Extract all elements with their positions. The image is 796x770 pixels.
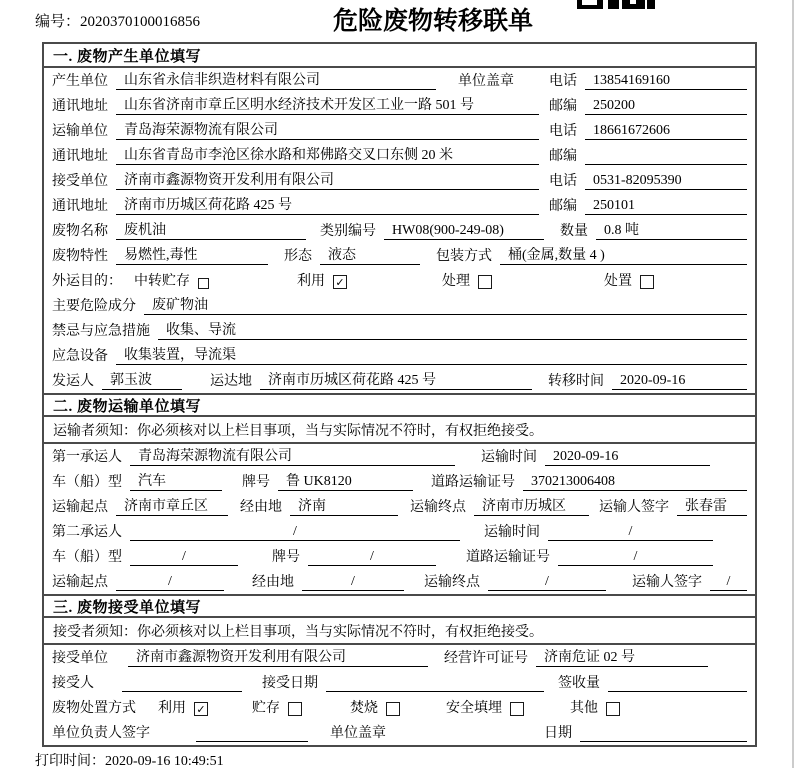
form-state-label: 形态 [284,249,312,264]
route-end-label: 运输终点 [410,500,466,515]
vehicle-type-value: 汽车 [130,473,222,491]
head-signature-label: 单位负责人签字 [52,726,150,741]
row-hazard-component [44,293,755,318]
signed-amount-label: 签收量 [558,676,600,691]
waste-transfer-form [42,42,757,747]
row-head-signature [44,720,755,745]
recipient-label: 接受人 [52,676,94,691]
row-route-2 [44,569,755,594]
serial-value: 2020370100016856 [80,14,201,30]
signed-amount-value [608,675,747,692]
plate-number-2-label: 牌号 [272,550,300,565]
checkbox-disposal-incinerate-icon [386,702,400,716]
option-treat-label: 处理 [442,274,470,289]
road-permit-label: 道路运输证号 [431,475,515,490]
carrier-sign-2-value: / [710,573,747,591]
second-carrier-label: 第二承运人 [52,525,122,540]
option-utilize [297,270,347,290]
row-transport-unit [44,118,755,143]
option-disposal-utilize [158,697,208,717]
form-state-value: 液态 [320,247,420,265]
transfer-time-label: 转移时间 [548,374,604,389]
transport-address-label: 通讯地址 [52,149,108,164]
row-route-1 [44,494,755,519]
checkbox-disposal-other-icon [606,702,620,716]
route-via-2-value: / [302,573,404,591]
seal-date-value [580,725,747,742]
taboo-measures-label: 禁忌与应急措施 [52,324,150,339]
road-permit-2-value: / [558,548,713,566]
checkbox-dispose-icon [640,275,654,289]
producer-zip-label: 邮编 [549,99,577,114]
vehicle-type-2-value: / [130,548,238,566]
option-disposal-other [570,697,620,717]
receiver-zip-value: 250101 [585,197,747,215]
checkbox-disposal-utilize-icon: ✓ [194,702,208,716]
receiver-notice: 接受者须知：你必须核对以上栏目事项，当与实际情况不符时，有权拒绝接受。 [44,618,755,645]
hazard-component-value: 废矿物油 [144,297,747,315]
row-waste-character [44,243,755,268]
option-disposal-incinerate-label: 焚烧 [350,701,378,716]
option-disposal-incinerate [350,697,400,717]
row-receiver-unit [44,168,755,193]
route-end-2-label: 运输终点 [424,575,480,590]
route-origin-2-value: / [116,573,224,591]
option-disposal-landfill-label: 安全填埋 [446,701,502,716]
road-permit-value: 370213006408 [523,473,747,491]
recipient-value [122,675,242,692]
shipper-label: 发运人 [52,374,94,389]
transport-address-value: 山东省青岛市李沧区徐水路和郑佛路交叉口东侧 20 米 [116,147,539,165]
waste-character-label: 废物特性 [52,249,108,264]
print-time-label: 打印时间： [35,754,105,769]
row-vehicle-type-2 [44,544,755,569]
hazard-component-label: 主要危险成分 [52,299,136,314]
plate-number-label: 牌号 [242,475,270,490]
print-time-line [35,750,224,770]
option-transit-storage [134,270,209,290]
transport-time-2-value: / [548,523,713,541]
category-code-label: 类别编号 [320,224,376,239]
second-carrier-value: / [130,523,460,541]
row-emergency-equipment [44,343,755,368]
row-shipper [44,368,755,393]
emergency-equipment-value: 收集装置，导流渠 [116,347,747,365]
route-end-2-value: / [488,573,606,591]
option-utilize-label: 利用 [297,274,325,289]
packing-value: 桶(金属,数量 4 ) [500,247,747,265]
receiver-phone-value: 0531-82095390 [585,172,747,190]
option-dispose [604,270,654,290]
row-first-carrier [44,444,755,469]
transport-zip-label: 邮编 [549,149,577,164]
row-producer-address [44,93,755,118]
waste-character-value: 易燃性,毒性 [116,247,268,265]
packing-label: 包装方式 [436,249,492,264]
quantity-value: 0.8 吨 [596,222,747,240]
receiver-zip-label: 邮编 [549,199,577,214]
row-vehicle-type-1 [44,469,755,494]
route-origin-value: 济南市章丘区 [116,498,228,516]
receiver-address-label: 通讯地址 [52,199,108,214]
route-origin-label: 运输起点 [52,500,108,515]
page-right-edge [792,0,794,768]
section2-header: 二. 废物运输单位填写 [44,393,755,417]
checkbox-utilize-icon: ✓ [333,275,347,289]
transfer-purpose-label: 外运目的： [52,274,122,289]
emergency-equipment-label: 应急设备 [52,349,108,364]
section3-header: 三. 废物接受单位填写 [44,594,755,618]
vehicle-type-label: 车（船）型 [52,475,122,490]
seal-date-label: 日期 [544,726,572,741]
producer-address-label: 通讯地址 [52,99,108,114]
transport-unit-value: 青岛海荣源物流有限公司 [116,122,539,140]
producer-unit-label: 产生单位 [52,74,108,89]
option-treat [442,270,492,290]
route-via-label: 经由地 [240,500,282,515]
transport-time-2-label: 运输时间 [484,525,540,540]
transfer-time-value: 2020-09-16 [612,372,747,390]
row-transport-address [44,143,755,168]
disposal-method-label: 废物处置方式 [52,701,136,716]
producer-zip-value: 250200 [585,97,747,115]
transporter-notice: 运输者须知：你必须核对以上栏目事项，当与实际情况不符时，有权拒绝接受。 [44,417,755,444]
carrier-sign-2-label: 运输人签字 [632,575,702,590]
plate-number-value: 鲁 UK8120 [278,473,413,491]
qr-code-fragment-icon [577,0,655,9]
head-signature-value [196,725,308,742]
waste-name-value: 废机油 [116,222,306,240]
page-title: 危险废物转移联单 [332,8,533,35]
row-transfer-purpose [44,268,755,293]
checkbox-disposal-storage-icon [288,702,302,716]
row-disposal-method [44,695,755,720]
shipper-value: 郭玉波 [102,372,182,390]
first-carrier-value: 青岛海荣源物流有限公司 [130,448,455,466]
producer-phone-label: 电话 [549,74,577,89]
route-end-value: 济南市历城区 [474,498,589,516]
checkbox-disposal-landfill-icon [510,702,524,716]
row-producer-unit [44,68,755,93]
producer-address-value: 山东省济南市章丘区明水经济技术开发区工业一路 501 号 [116,97,539,115]
route-via-value: 济南 [290,498,398,516]
row-second-carrier [44,519,755,544]
producer-unit-value: 山东省永信非织造材料有限公司 [116,72,436,90]
checkbox-transit-storage-icon [198,278,209,289]
serial-label: 编号： [35,14,81,30]
road-permit-2-label: 道路运输证号 [466,550,550,565]
taboo-measures-value: 收集、导流 [158,322,747,340]
row-receiver-address [44,193,755,218]
receiver-unit-value: 济南市鑫源物资开发利用有限公司 [116,172,539,190]
unit-seal-label: 单位盖章 [458,74,514,89]
row-waste-name [44,218,755,243]
route-origin-2-label: 运输起点 [52,575,108,590]
destination-label: 运达地 [210,374,252,389]
destination-value: 济南市历城区荷花路 425 号 [260,372,532,390]
producer-phone-value: 13854169160 [585,72,747,90]
transport-phone-value: 18661672606 [585,122,747,140]
route-via-2-label: 经由地 [252,575,294,590]
vehicle-type-2-label: 车（船）型 [52,550,122,565]
transport-time-label: 运输时间 [481,450,537,465]
transport-unit-label: 运输单位 [52,124,108,139]
row-taboo-measures [44,318,755,343]
accept-unit-label: 接受单位 [52,651,108,666]
accept-date-label: 接受日期 [262,676,318,691]
carrier-sign-value: 张春雷 [677,498,747,516]
option-transit-storage-label: 中转贮存 [134,274,190,289]
plate-number-2-value: / [308,548,436,566]
first-carrier-label: 第一承运人 [52,450,122,465]
unit-seal-2-label: 单位盖章 [330,726,386,741]
license-value: 济南危证 02 号 [536,649,708,667]
checkbox-treat-icon [478,275,492,289]
row-recipient [44,670,755,695]
waste-name-label: 废物名称 [52,224,108,239]
receiver-unit-label: 接受单位 [52,174,108,189]
receiver-address-value: 济南市历城区荷花路 425 号 [116,197,539,215]
section1-header: 一. 废物产生单位填写 [44,44,755,68]
print-time-value: 2020-09-16 10:49:51 [105,754,224,769]
row-accept-unit [44,645,755,670]
transport-time-value: 2020-09-16 [545,448,710,466]
accept-date-value [326,675,544,692]
receiver-phone-label: 电话 [549,174,577,189]
option-disposal-landfill [446,697,524,717]
option-disposal-utilize-label: 利用 [158,701,186,716]
category-code-value: HW08(900-249-08) [384,222,544,240]
option-disposal-storage-label: 贮存 [252,701,280,716]
quantity-label: 数量 [560,224,588,239]
option-dispose-label: 处置 [604,274,632,289]
transport-phone-label: 电话 [549,124,577,139]
option-disposal-other-label: 其他 [570,701,598,716]
option-disposal-storage [252,697,302,717]
license-label: 经营许可证号 [444,651,528,666]
carrier-sign-label: 运输人签字 [599,500,669,515]
accept-unit-value: 济南市鑫源物资开发利用有限公司 [128,649,428,667]
transport-zip-value [585,148,747,165]
